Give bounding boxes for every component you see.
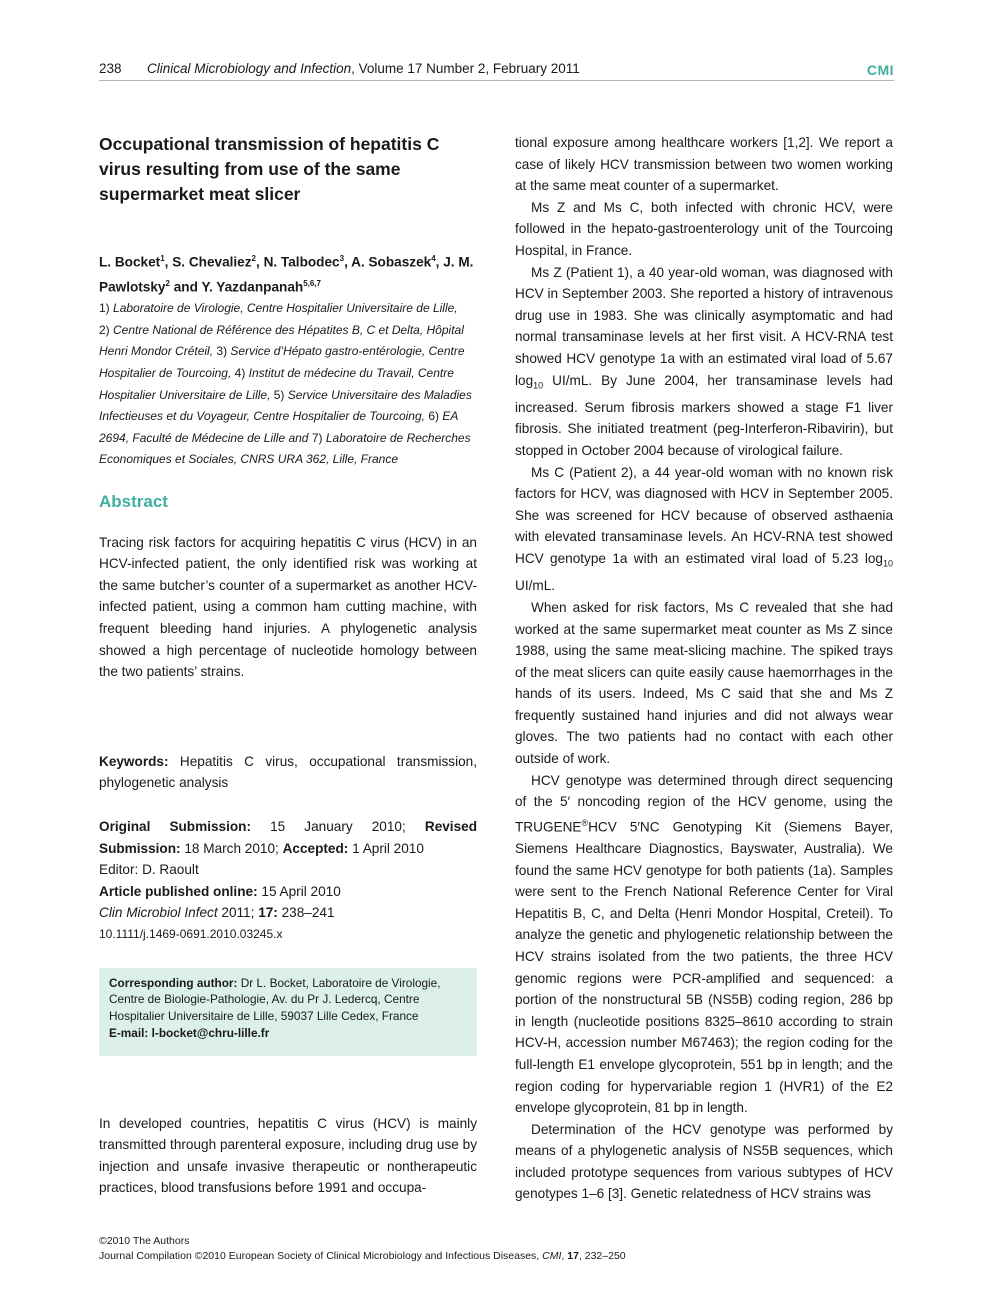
author: S. Chevaliez — [172, 254, 252, 270]
corresponding-author-box: Corresponding author: Dr L. Bocket, Laboratoire de Virologie, Centre de Biologie-Pathologie, Av. du Pr J. Ledercq, Centre Hospitalier Universitaire de Lille, 59037 Lille Cedex, France E-mail: l-bocket@chru-lille.fr — [99, 968, 477, 1056]
journal-compilation: Journal Compilation ©2010 European Society of Clinical Microbiology and Infectious Diseases, CMI, 17, 232–250 — [99, 1250, 626, 1262]
body-paragraph: Determination of the HCV genotype was performed by means of a phylogenetic analysis of NS5B sequences, which included prototype sequences from various subtypes of HCV genotypes 1–6 [3]. Genetic relatedness of HCV strains was — [515, 1121, 893, 1202]
body-paragraph: Ms C (Patient 2), a 44 year-old woman with no known risk factors for HCV, was diagnosed with HCV in September 2005. She was screened for HCV because of observed asthaenia with elevated transaminase levels. An HCV-RNA test showed HCV genotype 1a with an estimated viral load of 5.23 $\log_{10} UI/mL$. — [515, 464, 893, 594]
body-paragraph: When asked for risk factors, Ms C revealed that she had worked at the same supermarket meat counter as Ms Z since 1988, using the same meat-slicing machine. The spiked trays of the meat slicers can quite easily cause haemorrhages in the hands of its users. Indeed, Ms C said that she and Ms Z frequently sustained hand injuries and did not always wear gloves. The two patients had no contact with each other outside of work. — [515, 599, 893, 767]
author: N. Talbodec — [263, 254, 340, 270]
left-column — [99, 132, 477, 1213]
copyright: ©2010 The Authors — [99, 1235, 190, 1247]
journal-issue: , Volume 17 Number 2, February 2011 — [351, 61, 580, 76]
body-paragraph: HCV genotype was determined through direct sequencing of the 5′ noncoding region of the HCV genome, using the TRUGENE®HCV 5′NC Genotyping Kit (Siemens Bayer, Siemens Healthcare Diagnostics, Bayswater, Australia). We found the same HCV genotype for both patients (1a). Samples were sent to the French National Reference Center for Viral Hepatitis B, C, and Delta (Henri Mondor Hospital, Creteil). To analyze the genetic and phylogenetic relationship between the HCV strains isolated from the two patients, the three HCV genomic regions were PCR-amplified and sequenced: a portion of the nonstructural 5B (NS5B) coding region, 286 bp in length (nucleotide positions 8325–8610 according to strain HCV-H, accession number M67463); the region coding for the full-length E1 envelope glycoprotein, 551 bp in length; and the region coding for hypervariable region 1 (HVR1) of the E2 envelope glycoprotein, 81 bp in length. — [515, 772, 893, 1116]
doi: 10.1111/j.1469-0691.2010.03245.x — [99, 926, 283, 941]
body-paragraph: tional exposure among healthcare workers [1,2]. We report a case of likely HCV transmission between two women working at the same meat counter of a supermarket. — [515, 135, 893, 194]
author: A. Sobaszek — [351, 254, 432, 270]
journal-name: Clinical Microbiology and Infection — [147, 61, 352, 76]
page-footer — [99, 1234, 894, 1264]
email-link[interactable]: l-bocket@chru-lille.fr — [151, 1025, 270, 1040]
abstract-heading: Abstract — [99, 492, 168, 511]
author: L. Bocket — [99, 254, 161, 270]
citation: Clin Microbiol Infect 2011; 17: 238–241 — [99, 905, 335, 921]
header-rule — [99, 80, 894, 81]
body-paragraph: Ms Z (Patient 1), a 40 year-old woman, was diagnosed with HCV in September 2003. She reported a history of intravenous drug use in 1983. She was clinically asymptomatic and had normal transaminase levels at her first visit. A HCV-RNA test showed HCV genotype 1a with an estimated viral load of 5.67 $\log_{10} UI/mL$. By June 2004, her transaminase levels had increased. Serum fibrosis markers showed a stage F1 liver fibrosis. She initiated treatment (peg-Interferon-Ribavirin), but stopped in October 2004 because of virological failure. — [515, 264, 893, 459]
article-history: Original Submission: 15 January 2010; Revised Submission: 18 March 2010; Accepted: 1 April 2010 Editor: D. Raoult Article published online: 15 April 2010 Clin Microbiol Infect 2011; 17: 238–241 10.1111/j.1469-0691.2010.03245.x — [99, 816, 477, 946]
abstract-text: Tracing risk factors for acquiring hepatitis C virus (HCV) in an HCV-infected patient, the only identified risk was working at the same butcher’s counter of a supermarket as another HCV-infected patient, using a common ham cutting machine, with frequent bleeding hand injuries. A phylogenetic analysis showed a high percentage of nucleotide homology between the two patients’ strains. — [99, 534, 477, 680]
intro-paragraph: In developed countries, hepatitis C virus (HCV) is mainly transmitted through parenteral exposure, including drug use by injection and unsafe invasive therapeutic or nontherapeutic practices, blood transfusions before 1991 and occupa- — [99, 1115, 477, 1196]
body-paragraph: Ms Z and Ms C, both infected with chronic HCV, were followed in the hepato-gastroenterology unit of the Tourcoing Hospital, in France. — [515, 199, 893, 258]
right-column — [515, 132, 893, 1205]
page-number: 238 — [99, 61, 122, 76]
keywords: Keywords: Hepatitis C virus, occupational transmission, phylogenetic analysis — [99, 753, 478, 791]
author: J. M. Pawlotsky — [99, 254, 474, 295]
journal-citation — [147, 61, 580, 76]
affiliations: 1) Laboratoire de Virologie, Centre Hospitalier Universitaire de Lille, 2) Centre National de Référence des Hépatites B, C et Delta, Hôpital Henri Mondor Créteil, 3) Service d’Hépato gastro-entérologie, Centre Hospitalier de Tourcoing, 4) Institut de médecine du Travail, Centre Hospitalier Universitaire de Lille, 5) Service Universitaire des Maladies Infectieuses et du Voyageur, Centre Hospitalier de Tourcoing, 6) EA 2694, Faculté de Médecine de Lille and 7) Laboratoire de Recherches Economiques et Sociales, CNRS URA 362, Lille, France — [99, 301, 472, 467]
author-list: L. Bocket$^1$, S. Chevaliez$^2$, N. Talbodec$^3$, A. Sobaszek$^4$, J. M. Pawlotsky$^2$ and Y. Yazdanpanah$^{5,6,7}$ — [99, 254, 474, 295]
running-header — [99, 58, 894, 80]
article-title: Occupational transmission of hepatitis C virus resulting from use of the same supermarket meat slicer — [99, 134, 440, 204]
author: Y. Yazdanpanah — [201, 279, 304, 295]
journal-logo: CMI — [866, 62, 894, 78]
editor: Editor: D. Raoult — [99, 862, 199, 878]
